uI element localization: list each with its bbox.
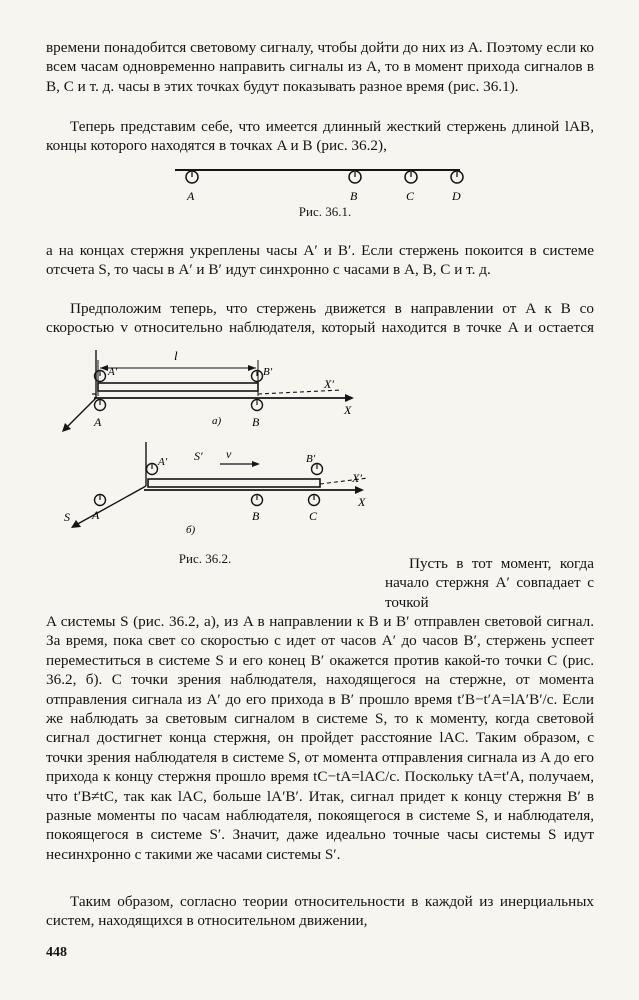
axis-label-x-prime-b: X′	[352, 471, 362, 485]
clock-icon	[252, 495, 263, 506]
velocity-label: v	[226, 447, 232, 461]
clock-label-a: A	[94, 415, 102, 429]
paragraph-1: времени понадобится световому сигналу, чтобы дойти до них из A. Поэтому если ко всем часам одновременно направить сигналы из A, то в момент прихода сигналов в B, C и т. д. часы в этих точках будут показывать разное время (рис. 36.1).	[46, 39, 594, 95]
figure-36-2b	[64, 442, 368, 536]
clock-label-a-prime: A′	[108, 366, 118, 378]
clock-icon	[252, 371, 263, 382]
paragraph-4-top: Предположим теперь, что стержень движется в направлении от A к B со скоростью v относительно наблюдателя, который находится в точке A и остается	[46, 300, 594, 337]
axis-label-x-a: X	[344, 403, 352, 417]
clock-icon	[95, 400, 106, 411]
clock-icon	[252, 400, 263, 411]
part-label-a: а)	[212, 415, 222, 427]
axis-z-a	[64, 398, 96, 430]
fig361-label-a: A	[187, 189, 195, 203]
clock-icon	[405, 171, 417, 183]
figure-36-1-caption: Рис. 36.1.	[298, 204, 352, 219]
rod-a	[98, 383, 258, 391]
clock-icon	[147, 464, 158, 475]
clock-icon	[451, 171, 463, 183]
figure-36-2a	[62, 348, 354, 432]
dim-arrow-right	[248, 365, 256, 371]
figure-36-2	[52, 338, 382, 548]
fig361-label-d: D	[452, 189, 461, 203]
axis-label-x-prime-a: X′	[324, 377, 334, 391]
frame-label-s-prime: S′	[194, 449, 203, 463]
paragraph-2: Теперь представим себе, что имеется длинный жесткий стержень длиной lAB, концы которого находятся в точках A и B (рис. 36.2),	[46, 118, 594, 155]
axis-x-arrow-a	[345, 394, 354, 402]
clock-label-b-prime: B′	[263, 366, 273, 378]
paragraph-5-top: Пусть в тот момент, когда начало стержня A′ совпадает с точкой	[385, 555, 594, 611]
paragraph-6: Таким образом, согласно теории относительности в каждой из инерциальных систем, находящихся в относительном движении,	[46, 893, 594, 930]
clock-icon	[309, 495, 320, 506]
clock-label-b: B	[252, 415, 260, 429]
axis-z-b	[74, 486, 146, 526]
clock-label-a-b: A	[92, 508, 100, 522]
fig361-label-c: C	[406, 189, 415, 203]
fig361-label-b: B	[350, 189, 358, 203]
clock-label-b-b: B	[252, 509, 260, 523]
frame-label-s: S	[64, 510, 70, 524]
rod-length-label: l	[174, 348, 178, 363]
paragraph-3: а на концах стержня укреплены часы A′ и B′. Если стержень покоится в системе отсчета S, то часы в A′ и B′ идут синхронно с часами в A, B, C и т. д.	[46, 242, 594, 279]
clock-label-c-b: C	[309, 509, 318, 523]
clock-label-a-prime-b: A′	[158, 456, 168, 468]
axis-z-arrow-b	[71, 520, 81, 528]
clock-icon	[186, 171, 198, 183]
velocity-arrowhead	[252, 461, 260, 467]
clock-icon	[95, 495, 106, 506]
part-label-b: б)	[186, 524, 196, 536]
axis-label-x-b: X	[358, 495, 366, 509]
clock-icon	[312, 464, 323, 475]
axis-x-arrow-b	[355, 486, 364, 494]
clock-icon	[349, 171, 361, 183]
page-number: 448	[46, 945, 67, 960]
figure-36-2-caption: Рис. 36.2.	[178, 551, 232, 566]
paragraph-5-body: A системы S (рис. 36.2, а), из A в направлении к B и B′ отправлен световой сигнал. За время, пока свет со скоростью c идет от часов A′ до часов B′, стержень успеет переместиться в системе S и его конец B′ окажется против какой-то точки C (рис. 36.2, б). С точки зрения наблюдателя, находящегося на стержне, от момента отправления сигнала из A′ до его прихода в B′ прошло время t′B−t′A=lA′B′/c. Если же наблюдать за световым сигналом в системе S, то к моменту, когда световой сигнал достигнет конца стержня, он пройдет расстояние lAC. Таким образом, с точки зрения наблюдателя в системе S, от момента отправления сигнала из A до его прихода к концу стержня прошло время tC−tA=lAC/c. Поскольку tA=t′A, получаем, что t′B≠tC, так как lAC, больше lA′B′. Итак, сигнал придет к концу стержня B′ в разные моменты по часам наблюдателя, покоящегося в системе S, и наблюдателя, покоящегося в системе S′. Значит, даже идеально точные часы системы S идут несинхронно с такими же часами системы S′.	[46, 613, 594, 863]
clock-label-b-prime-b: B′	[306, 453, 316, 465]
rod-b	[148, 479, 320, 487]
